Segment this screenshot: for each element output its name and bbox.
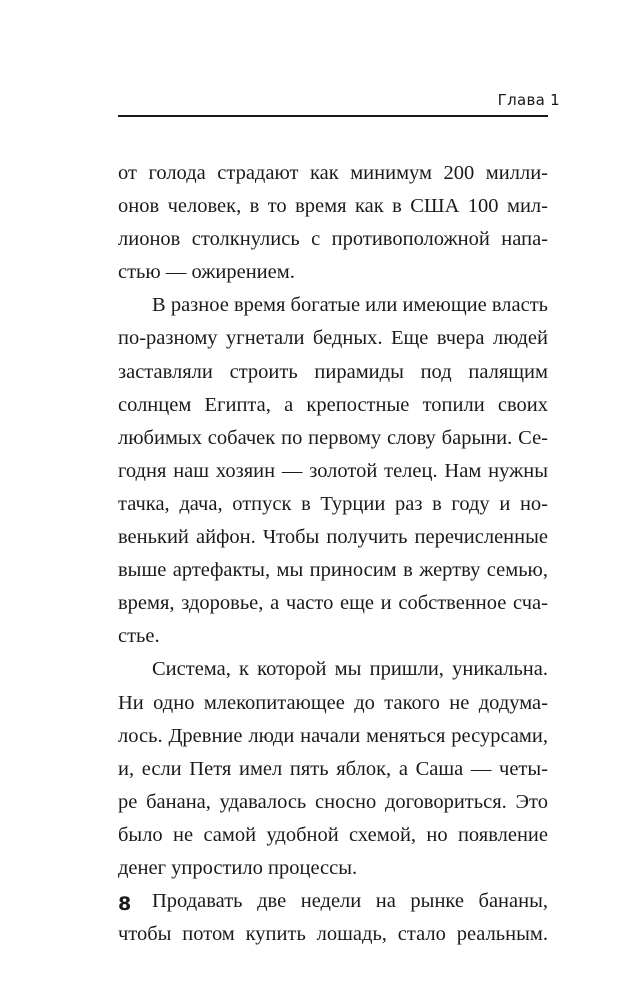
text-line: заставляли строить пирамиды под палящим (118, 360, 548, 383)
paragraph-1 (118, 157, 548, 289)
text-line: Система, к которой мы пришли, уникальна. (152, 658, 548, 681)
body-text (118, 157, 548, 951)
text-line: от голода страдают как минимум 200 милли- (118, 162, 548, 184)
text-line: по-разному угнетали бедных. Еще вчера людей (118, 327, 548, 350)
text-line: Ни одно млекопитающее до такого не додума- (118, 691, 548, 714)
running-head-chapter: Глава 1 (497, 91, 560, 109)
text-line: и, если Петя имел пять яблок, а Саша — четы- (118, 757, 548, 780)
text-line: солнцем Египта, а крепостные топили своих (118, 393, 548, 416)
text-line: лионов столкнулись с противоположной напа- (118, 228, 548, 251)
text-line: В разное время богатые или имеющие власть (152, 294, 548, 317)
text-line: онов человек, в то время как в США 100 мил- (118, 195, 548, 218)
text-line: любимых собачек по первому слову барыни. Се- (118, 426, 548, 449)
text-line: лось. Древние люди начали меняться ресурсами, (118, 724, 548, 747)
text-line: годня наш хозяин — золотой телец. Нам нужны (118, 459, 548, 482)
text-line: тачка, дача, отпуск в Турции раз в году и но- (118, 492, 548, 515)
header-rule (118, 115, 548, 117)
text-line: время, здоровье, а часто еще и собственное сча- (118, 592, 548, 615)
text-line: венький айфон. Чтобы получить перечисленные (118, 526, 548, 549)
text-line: выше артефакты, мы приносим в жертву семью, (118, 559, 548, 582)
text-line: денег упростило процессы. (118, 856, 358, 879)
paragraph-2 (118, 289, 548, 653)
text-line: стье. (118, 625, 160, 648)
paragraph-4 (118, 885, 548, 951)
text-line: Продавать две недели на рынке бананы, (152, 890, 548, 913)
page-number: 8 (118, 893, 132, 915)
text-line: ре банана, удавалось сносно договориться. Это (118, 790, 548, 813)
text-line: было не самой удобной схемой, но появление (118, 823, 548, 846)
text-line: чтобы потом купить лошадь, стало реальным. (118, 923, 548, 946)
text-line: стью — ожирением. (118, 261, 295, 284)
paragraph-3 (118, 653, 548, 885)
